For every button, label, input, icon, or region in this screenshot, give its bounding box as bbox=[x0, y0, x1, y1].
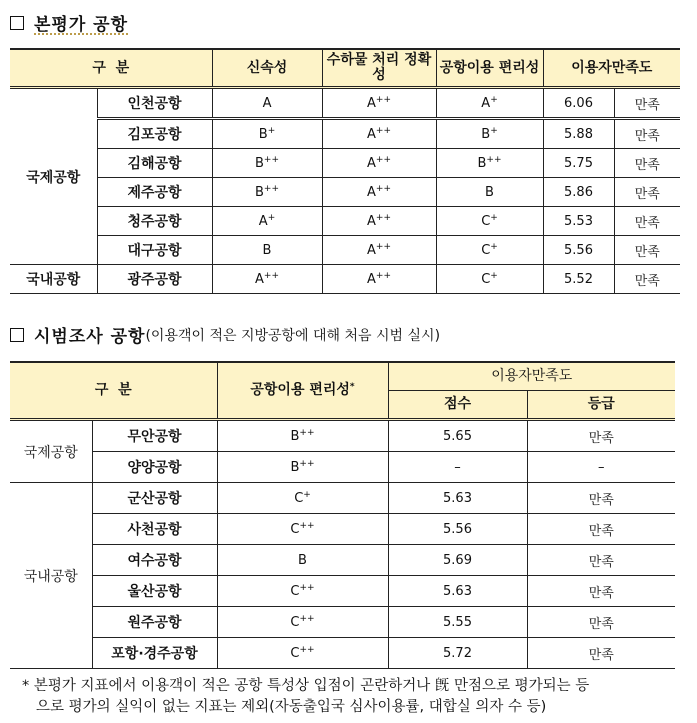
section2-title: 시범조사 공항 bbox=[34, 327, 146, 347]
satisfaction-score: 5.63 bbox=[388, 483, 527, 514]
convenience-grade: C++ bbox=[217, 576, 388, 607]
satisfaction-score: 5.75 bbox=[543, 149, 614, 178]
speed-grade: B+ bbox=[212, 119, 322, 149]
satisfaction-grade: 만족 bbox=[527, 576, 675, 607]
header-convenience: 공항이용 편리성 bbox=[436, 49, 543, 88]
table-row bbox=[10, 236, 680, 265]
satisfaction-grade: 만족 bbox=[527, 420, 675, 452]
satisfaction-score: 5.55 bbox=[388, 607, 527, 638]
satisfaction-grade: 만족 bbox=[527, 514, 675, 545]
satisfaction-score: 5.53 bbox=[543, 207, 614, 236]
table-row bbox=[10, 88, 680, 119]
convenience-grade: B++ bbox=[217, 452, 388, 483]
airport-name: 포항·경주공항 bbox=[92, 638, 217, 669]
baggage-grade: A++ bbox=[322, 207, 436, 236]
satisfaction-score: – bbox=[388, 452, 527, 483]
footnote-line2: 으로 평가의 실익이 없는 지표는 제외(자동출입국 심사이용률, 대합실 의자 수 등) bbox=[36, 699, 547, 715]
table-row bbox=[10, 119, 680, 149]
convenience-grade: C+ bbox=[436, 236, 543, 265]
satisfaction-grade: 만족 bbox=[614, 207, 680, 236]
airport-name: 김포공항 bbox=[97, 119, 212, 149]
header-convenience-label: 공항이용 편리성 bbox=[250, 382, 350, 398]
convenience-grade: B++ bbox=[436, 149, 543, 178]
airport-name: 사천공항 bbox=[92, 514, 217, 545]
satisfaction-grade: 만족 bbox=[527, 483, 675, 514]
satisfaction-score: 5.63 bbox=[388, 576, 527, 607]
satisfaction-score: 5.65 bbox=[388, 420, 527, 452]
asterisk-mark: * bbox=[349, 382, 355, 392]
satisfaction-grade: 만족 bbox=[527, 545, 675, 576]
airport-name: 청주공항 bbox=[97, 207, 212, 236]
convenience-grade: C+ bbox=[436, 207, 543, 236]
baggage-grade: A++ bbox=[322, 119, 436, 149]
section1-title: 본평가 공항 bbox=[34, 15, 129, 35]
table-row bbox=[10, 514, 675, 545]
satisfaction-grade: 만족 bbox=[614, 88, 680, 119]
section2-note: (이용객이 적은 지방공항에 대해 처음 시범 실시) bbox=[145, 327, 441, 344]
convenience-grade: A+ bbox=[436, 88, 543, 119]
table-row bbox=[10, 576, 675, 607]
satisfaction-score: 5.88 bbox=[543, 119, 614, 149]
satisfaction-score: 6.06 bbox=[543, 88, 614, 119]
airport-name: 제주공항 bbox=[97, 178, 212, 207]
header-category: 구 분 bbox=[10, 362, 217, 420]
table-header-row bbox=[10, 49, 680, 88]
satisfaction-grade: 만족 bbox=[614, 119, 680, 149]
airport-name: 군산공항 bbox=[92, 483, 217, 514]
satisfaction-grade: 만족 bbox=[614, 178, 680, 207]
convenience-grade: B+ bbox=[436, 119, 543, 149]
main-evaluation-table bbox=[10, 48, 680, 294]
airport-name: 인천공항 bbox=[97, 88, 212, 119]
satisfaction-score: 5.72 bbox=[388, 638, 527, 669]
convenience-grade: C+ bbox=[217, 483, 388, 514]
speed-grade: B++ bbox=[212, 149, 322, 178]
header-baggage: 수하물 처리 정확성 bbox=[322, 49, 436, 88]
header-category: 구 분 bbox=[10, 49, 212, 88]
convenience-grade: C++ bbox=[217, 638, 388, 669]
footnote-line1: 본평가 지표에서 이용객이 적은 공항 특성상 입점이 곤란하거나 旣 만점으로 평가되는 등 bbox=[33, 678, 590, 694]
baggage-grade: A++ bbox=[322, 88, 436, 119]
airport-name: 원주공항 bbox=[92, 607, 217, 638]
airport-name: 여수공항 bbox=[92, 545, 217, 576]
convenience-grade: B bbox=[436, 178, 543, 207]
convenience-grade: B++ bbox=[217, 420, 388, 452]
airport-name: 무안공항 bbox=[92, 420, 217, 452]
table-row bbox=[10, 452, 675, 483]
table-row bbox=[10, 638, 675, 669]
table-row bbox=[10, 420, 675, 452]
footnote bbox=[22, 676, 692, 718]
group-label: 국내공항 bbox=[10, 483, 92, 669]
table-row bbox=[10, 178, 680, 207]
satisfaction-score: 5.56 bbox=[388, 514, 527, 545]
table-row bbox=[10, 265, 680, 294]
speed-grade: B++ bbox=[212, 178, 322, 207]
satisfaction-grade: – bbox=[527, 452, 675, 483]
header-score: 점수 bbox=[388, 391, 527, 420]
satisfaction-grade: 만족 bbox=[614, 265, 680, 294]
airport-name: 울산공항 bbox=[92, 576, 217, 607]
checkbox-icon bbox=[10, 16, 24, 30]
group-label: 국제공항 bbox=[10, 420, 92, 483]
satisfaction-grade: 만족 bbox=[527, 607, 675, 638]
speed-grade: A bbox=[212, 88, 322, 119]
header-satisfaction: 이용자만족도 bbox=[388, 362, 675, 391]
table-row bbox=[10, 545, 675, 576]
section-title-main-evaluation bbox=[10, 10, 128, 35]
table-row bbox=[10, 149, 680, 178]
satisfaction-score: 5.56 bbox=[543, 236, 614, 265]
satisfaction-grade: 만족 bbox=[614, 149, 680, 178]
baggage-grade: A++ bbox=[322, 178, 436, 207]
speed-grade: A++ bbox=[212, 265, 322, 294]
satisfaction-score: 5.69 bbox=[388, 545, 527, 576]
header-convenience bbox=[217, 362, 388, 420]
satisfaction-score: 5.52 bbox=[543, 265, 614, 294]
section-title-pilot-survey bbox=[10, 322, 440, 347]
table-row bbox=[10, 483, 675, 514]
header-speed: 신속성 bbox=[212, 49, 322, 88]
speed-grade: A+ bbox=[212, 207, 322, 236]
satisfaction-grade: 만족 bbox=[527, 638, 675, 669]
airport-name: 양양공항 bbox=[92, 452, 217, 483]
satisfaction-grade: 만족 bbox=[614, 236, 680, 265]
pilot-survey-table bbox=[10, 361, 675, 669]
airport-name: 김해공항 bbox=[97, 149, 212, 178]
table-row bbox=[10, 207, 680, 236]
airport-name: 광주공항 bbox=[97, 265, 212, 294]
speed-grade: B bbox=[212, 236, 322, 265]
convenience-grade: C++ bbox=[217, 607, 388, 638]
header-satisfaction: 이용자만족도 bbox=[543, 49, 680, 88]
group-label: 국제공항 bbox=[10, 88, 97, 265]
airport-name: 대구공항 bbox=[97, 236, 212, 265]
checkbox-icon bbox=[10, 328, 24, 342]
header-grade: 등급 bbox=[527, 391, 675, 420]
convenience-grade: B bbox=[217, 545, 388, 576]
convenience-grade: C+ bbox=[436, 265, 543, 294]
satisfaction-score: 5.86 bbox=[543, 178, 614, 207]
baggage-grade: A++ bbox=[322, 265, 436, 294]
table-header-row bbox=[10, 362, 675, 391]
baggage-grade: A++ bbox=[322, 236, 436, 265]
footnote-marker: * bbox=[22, 678, 30, 694]
convenience-grade: C++ bbox=[217, 514, 388, 545]
baggage-grade: A++ bbox=[322, 149, 436, 178]
table-row bbox=[10, 607, 675, 638]
group-label: 국내공항 bbox=[10, 265, 97, 294]
